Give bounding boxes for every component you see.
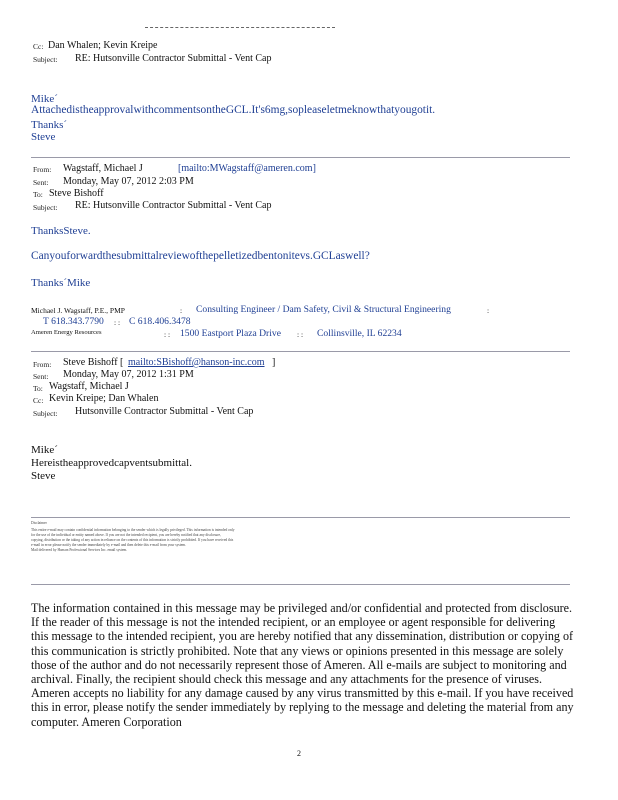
email2-body-line-3: Thanks´Mike — [31, 277, 91, 289]
legal-line: those of the author and do not necessarily represent those of Ameren. All e-mails are subject to monitoring and — [31, 657, 567, 672]
email2-body-line-2: Canyouforwardthesubmittalreviewofthepelletizedbentonitevs.GCLaswell? — [31, 250, 370, 262]
signature-separator: : : — [164, 330, 171, 339]
cc-label: Cc: — [33, 396, 44, 405]
disclaimer-line: copying, distribution or the taking of any action in reliance on the contents of this information is strictly prohibited. If you have received this — [31, 538, 234, 543]
from-label: From: — [33, 360, 52, 369]
cc-value: Kevin Kreipe; Dan Whalen — [49, 393, 159, 404]
ameren-legal-notice — [31, 601, 591, 729]
signature-address: 1500 Eastport Plaza Drive — [180, 328, 281, 339]
clipped-top-remnant — [145, 27, 335, 28]
email3-body-line-3: Steve — [31, 470, 56, 482]
reply-signoff: Steve — [31, 131, 56, 143]
disclaimer-line: e-mail in error please notify the sender immediately by e-mail and then delete this e-mail from your system. — [31, 543, 187, 548]
from-name: Steve Bishoff [ — [63, 357, 124, 368]
subject-label: Subject: — [33, 203, 58, 212]
signature-company: Ameren Energy Resources — [31, 329, 102, 336]
cc-value: Dan Whalen; Kevin Kreipe — [48, 40, 158, 51]
signature-title: Consulting Engineer / Dam Safety, Civil & Structural Engineering — [196, 304, 451, 315]
disclaimer-line: for the use of the individual or entity named above. If you are not the intended recipient, you are hereby notified that any disclosure, — [31, 533, 222, 538]
reply-greeting: Mike´ — [31, 93, 58, 105]
signature-phone: T 618.343.7790 — [43, 316, 104, 327]
subject-value: RE: Hutsonville Contractor Submittal - Vent Cap — [75, 53, 272, 64]
reply-thanks: Thanks´ — [31, 119, 68, 131]
legal-line: Ameren accepts no liability for any damage caused by any virus transmitted by this e-mail. If you have received — [31, 686, 574, 701]
subject-value: RE: Hutsonville Contractor Submittal - Vent Cap — [75, 200, 272, 211]
disclaimer-line: Mail delivered by Hanson Professional Services Inc. email system. — [31, 548, 128, 553]
divider — [31, 351, 570, 352]
divider — [31, 584, 570, 585]
legal-line: this message to the intended recipient, you are hereby notified that any dissemination, distribution or copying of — [31, 629, 574, 644]
legal-line: this in error, please notify the sender immediately by replying to the message and deleting the material from any — [31, 700, 574, 715]
page-number: 2 — [297, 749, 301, 758]
email3-body-line-2: Hereistheapprovedcapventsubmittal. — [31, 457, 192, 469]
email2-body-line-1: ThanksSteve. — [31, 225, 91, 237]
from-label: From: — [33, 165, 52, 174]
signature-separator: : : — [297, 330, 304, 339]
divider — [31, 517, 570, 518]
from-bracket-close: ] — [272, 357, 276, 368]
signature-cell: C 618.406.3478 — [129, 316, 191, 327]
signature-separator: : — [180, 306, 183, 315]
to-value: Wagstaff, Michael J — [49, 381, 129, 392]
sent-label: Sent: — [33, 372, 49, 381]
to-value: Steve Bishoff — [49, 188, 104, 199]
from-name: Wagstaff, Michael J — [63, 163, 143, 174]
signature-separator: : — [487, 306, 490, 315]
email3-body-line-1: Mike´ — [31, 444, 58, 456]
legal-line: The information contained in this message may be privileged and/or confidential and protected from disclosure. — [31, 601, 573, 615]
legal-line: computer. Ameren Corporation — [31, 714, 182, 729]
signature-name: Michael J. Wagstaff, P.E., PMP — [31, 306, 125, 315]
reply-line-1: AttachedistheapprovalwithcommentsontheGCL.It's6mg,sopleaseletmeknowthatyougotit. — [31, 104, 436, 116]
subject-label: Subject: — [33, 55, 58, 64]
signature-separator: : : — [114, 318, 121, 327]
sent-label: Sent: — [33, 178, 49, 187]
subject-value: Hutsonville Contractor Submittal - Vent Cap — [75, 406, 254, 417]
cc-label: Cc: — [33, 42, 44, 51]
sent-value: Monday, May 07, 2012 2:03 PM — [63, 176, 194, 187]
from-mailto-link[interactable]: mailto:SBishoff@hanson-inc.com — [128, 357, 265, 368]
legal-line: If the reader of this message is not the intended recipient, or an employee or agent responsible for delivering — [31, 615, 556, 630]
signature-city: Collinsville, IL 62234 — [317, 328, 402, 339]
subject-label: Subject: — [33, 409, 58, 418]
to-label: To: — [33, 190, 43, 199]
from-mailto-link[interactable]: [mailto:MWagstaff@ameren.com] — [178, 163, 316, 174]
disclaimer-title: Disclaimer — [31, 521, 47, 525]
sent-value: Monday, May 07, 2012 1:31 PM — [63, 369, 194, 380]
hanson-disclaimer — [31, 521, 235, 554]
divider — [31, 157, 570, 158]
legal-line: archival. Finally, the recipient should check this message and any attachments for the presence of viruses. — [31, 672, 543, 687]
legal-line: this communication is strictly prohibited. Note that any views or opinions presented in this message are solely — [31, 643, 564, 658]
disclaimer-line: This entire e-mail may contain confidential information belonging to the sender which is legally privileged. This information is intended only — [31, 528, 235, 533]
to-label: To: — [33, 384, 43, 393]
